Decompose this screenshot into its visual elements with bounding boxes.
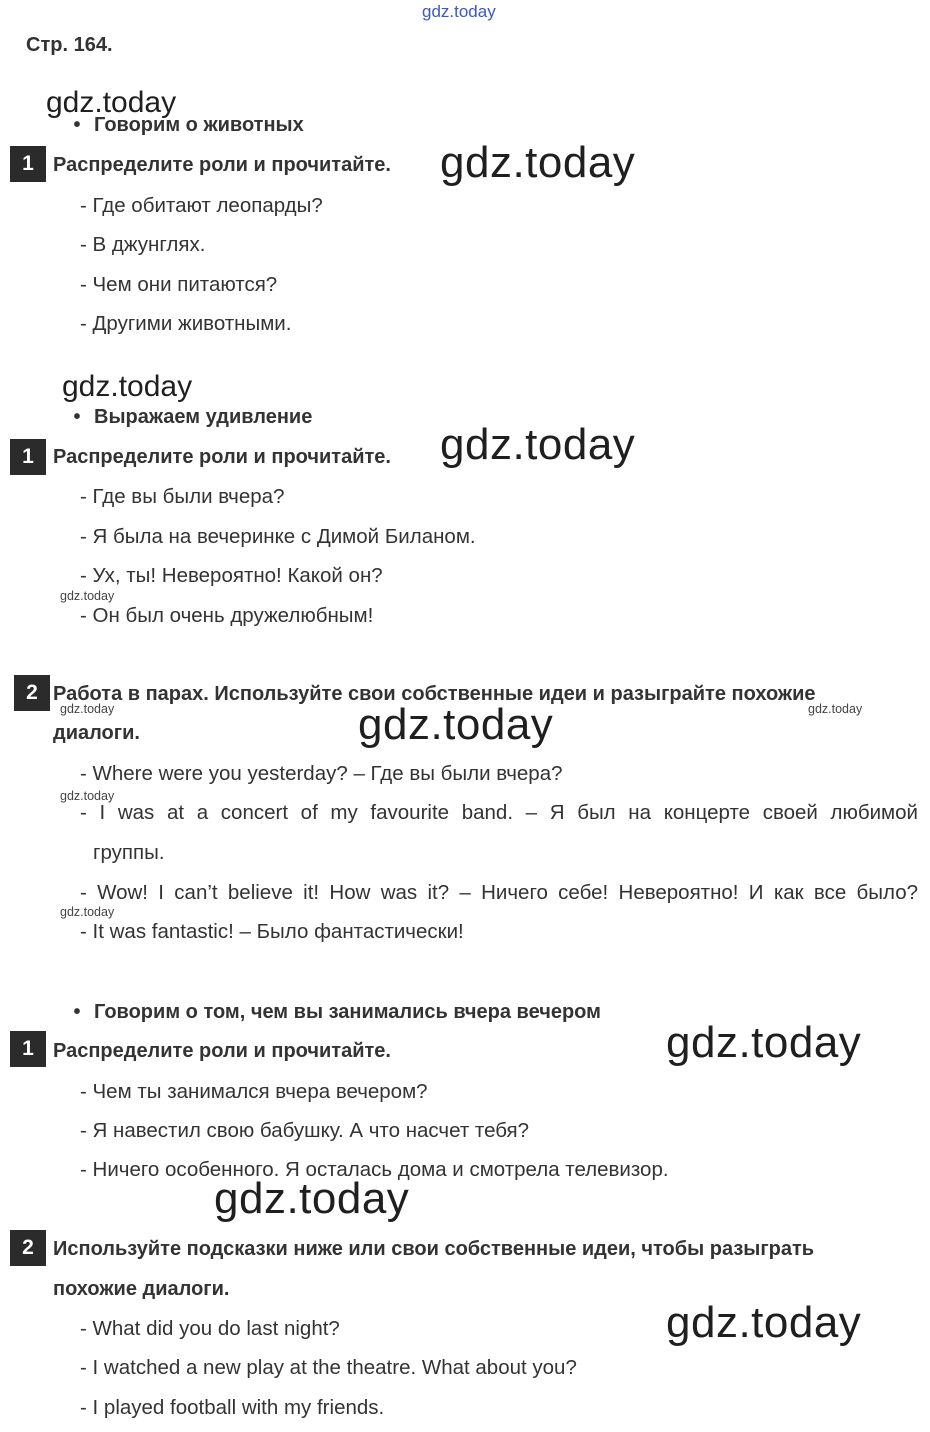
dialogue-line: - It was fantastic! – Было фантастически! [80, 920, 464, 943]
watermark-large: gdz.today [214, 1174, 410, 1223]
dialogue-line: - Чем ты занимался вчера вечером? [80, 1080, 428, 1103]
watermark-small: gdz.today [60, 905, 115, 919]
watermark-large: gdz.today [666, 1298, 862, 1347]
dialogue-line: - Где вы были вчера? [80, 485, 285, 508]
watermark-large: gdz.today [440, 138, 636, 187]
dialogue-line: - Ничего особенного. Я осталась дома и смотрела телевизор. [80, 1158, 669, 1181]
task-number-badge: 1 [10, 1031, 46, 1067]
section-heading: • Выражаем удивление [94, 406, 312, 429]
task-number-badge: 2 [14, 675, 50, 711]
section-heading: • Говорим о животных [94, 114, 304, 137]
task-instruction: Используйте подсказки ниже или свои собственные идеи, чтобы разыграть [53, 1238, 815, 1260]
section-heading: • Говорим о том, чем вы занимались вчера вечером [94, 1001, 601, 1024]
dialogue-line: - Ух, ты! Невероятно! Какой он? [80, 564, 383, 587]
page-number: Стр. 164. [26, 34, 113, 56]
watermark-small: gdz.today [60, 702, 115, 716]
task-number-badge: 2 [10, 1230, 46, 1266]
watermark-large: gdz.today [666, 1018, 862, 1067]
watermark-medium: gdz.today [46, 86, 177, 119]
watermark-small: gdz.today [60, 789, 115, 803]
dialogue-line: - I watched a new play at the theatre. What about you? [80, 1356, 577, 1379]
task-instruction: Распределите роли и прочитайте. [53, 154, 391, 176]
task-instruction-continued: похожие диалоги. [53, 1278, 230, 1300]
task-instruction: Распределите роли и прочитайте. [53, 1040, 391, 1062]
dialogue-line: - Wow! I can’t believe it! How was it? – Ничего себе! Невероятно! И как все было? [80, 881, 918, 904]
watermark-small: gdz.today [60, 589, 115, 603]
dialogue-line-continued: группы. [93, 841, 165, 864]
watermark-medium: gdz.today [62, 370, 193, 403]
dialogue-line: - Где обитают леопарды? [80, 194, 323, 217]
dialogue-line: - Другими животными. [80, 312, 292, 335]
dialogue-line: - I played football with my friends. [80, 1396, 385, 1419]
task-number-badge: 1 [10, 439, 46, 475]
task-instruction: Распределите роли и прочитайте. [53, 446, 391, 468]
dialogue-line: - Where were you yesterday? – Где вы были вчера? [80, 762, 563, 785]
task-number-badge: 1 [10, 146, 46, 182]
task-instruction: Работа в парах. Используйте свои собственные идеи и разыграйте похожие [53, 683, 816, 705]
dialogue-line: - Он был очень дружелюбным! [80, 604, 374, 627]
dialogue-line: - I was at a concert of my favourite band. – Я был на концерте своей любимой [80, 801, 918, 824]
watermark-top: gdz.today [422, 2, 496, 21]
dialogue-line: - Я навестил свою бабушку. А что насчет тебя? [80, 1119, 530, 1142]
dialogue-line: - What did you do last night? [80, 1317, 340, 1340]
dialogue-line: - Я была на вечеринке с Димой Биланом. [80, 525, 476, 548]
task-instruction-continued: диалоги. [53, 722, 140, 744]
watermark-large: gdz.today [440, 420, 636, 469]
watermark-large: gdz.today [358, 700, 554, 749]
dialogue-line: - В джунглях. [80, 233, 206, 256]
dialogue-line: - Чем они питаются? [80, 273, 278, 296]
watermark-small: gdz.today [808, 702, 863, 716]
